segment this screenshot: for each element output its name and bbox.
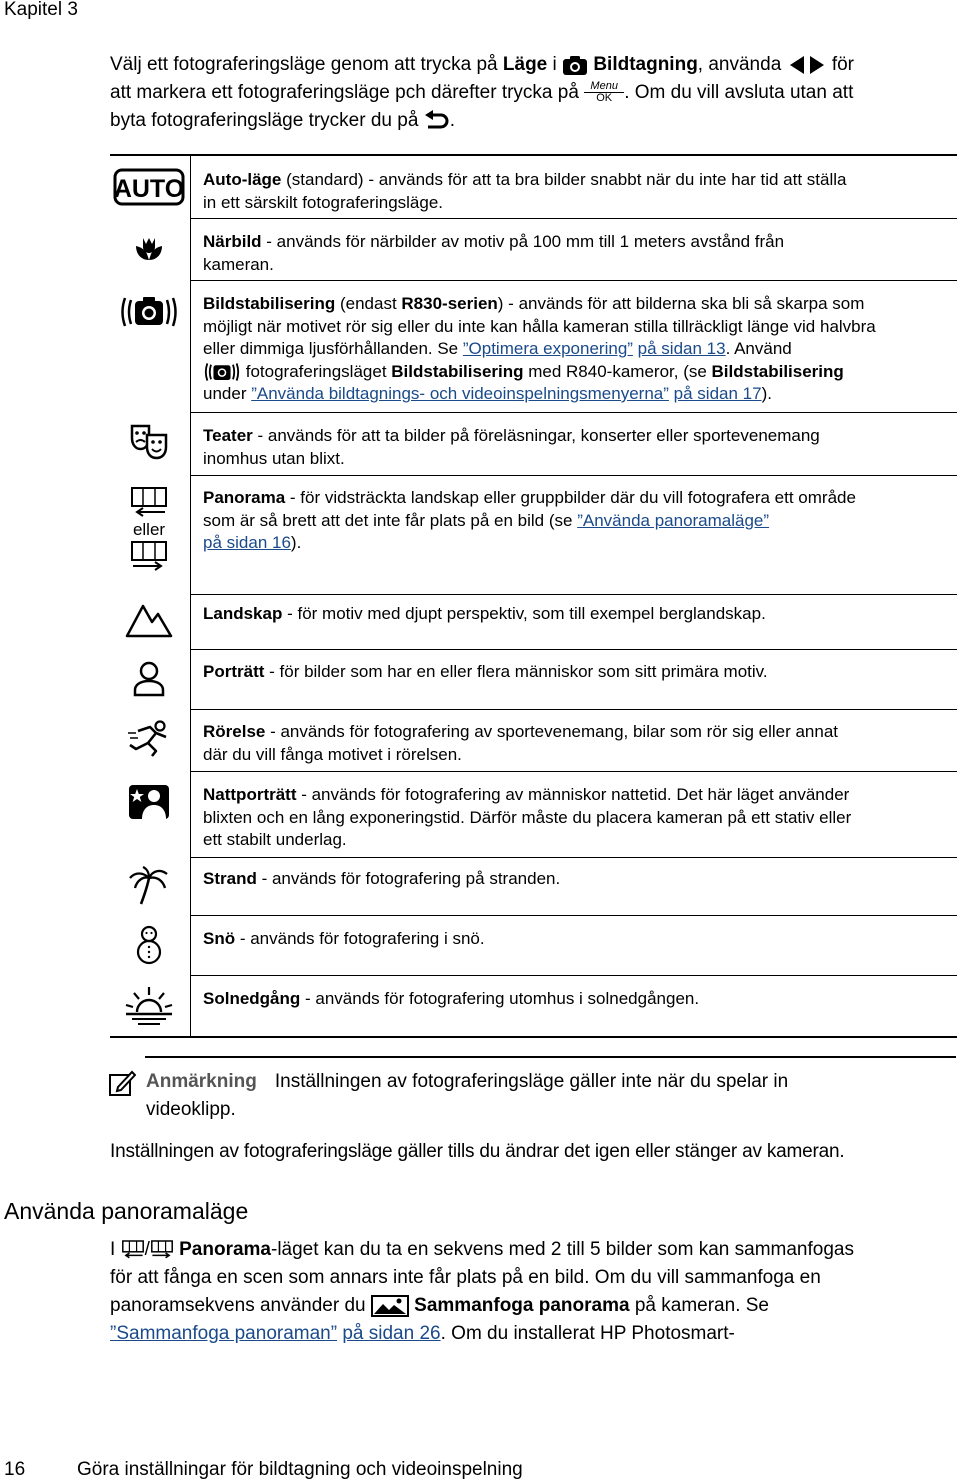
sunset-mode-description: Solnedgång - används för fotografering utomhus i solnedgången. [203, 989, 700, 1008]
stabilization-icon [203, 361, 241, 383]
left-right-arrows-icon [787, 54, 827, 76]
link-anvanda-panoramalage[interactable]: ”Använda panoramaläge” [577, 510, 770, 530]
note-pencil-icon [108, 1069, 136, 1097]
row-divider [190, 709, 957, 710]
footer-title: Göra inställningar för bildtagning och videoinspelning [77, 1459, 523, 1480]
theatre-mode-description: Teater - används för att ta bilder på föreläsningar, konserter eller sportevenemang inomhus utan blixt. [203, 426, 820, 468]
camera-icon [562, 54, 588, 76]
sunset-icon [124, 984, 174, 1026]
row-divider [190, 280, 957, 281]
note-rule [145, 1056, 956, 1058]
palm-tree-icon [127, 866, 171, 906]
night-mode-description: Nattporträtt - används för fotografering av människor nattetid. Det här läget använder blixten och en lång exponeringstid. Därför måste du placera kameran på ett stativ eller ett stabilt underlag. [203, 785, 852, 849]
after-note-paragraph: Inställningen av fotograferingsläge gäller tills du ändrar det igen eller stänger av kameran. [110, 1141, 845, 1162]
action-runner-icon [126, 719, 172, 759]
link-anvanda-menyerna[interactable]: ”Använda bildtagnings- och videoinspelningsmenyerna” [251, 384, 669, 404]
snowman-icon [132, 925, 166, 965]
row-divider [190, 915, 957, 916]
row-divider [190, 594, 957, 595]
panorama-mode-description: Panorama - för vidsträckta landskap eller gruppbilder där du vill fotografera ett område som är så brett att det inte får plats på en bild (se ”Använda panoramaläge” på sidan 16). [203, 488, 856, 552]
closeup-mode-icon-cell [112, 232, 186, 266]
menu-ok-icon: Menu OK [584, 81, 624, 104]
row-divider [190, 218, 957, 219]
row-divider [190, 475, 957, 476]
panorama-left-icon [129, 486, 169, 520]
chapter-label: Kapitel 3 [4, 0, 78, 20]
stabilization-mode-description: Bildstabilisering (endast R830-serien) - används för att bilderna ska bli så skarpa som möjligt när motivet rör sig eller du inte kan hålla kameran stilla tillräckligt länge vid halvbra eller dimmiga ljusförhållanden. Se ”Optimera exponering” på sidan 13. Använd fotograferingsläget Bildstabilisering med R840-kameror, (se Bildstabilisering under ”Använda bildtagnings- och videoinspelningsmenyerna” på sidan 17). [203, 294, 876, 404]
portrait-icon [129, 660, 169, 698]
night-mode-icon-cell [112, 783, 186, 821]
action-mode-description: Rörelse - används för fotografering av sportevenemang, bilar som rör sig eller annat där du vill fånga motivet i rörelsen. [203, 722, 839, 764]
intro-paragraph: Välj ett fotograferingsläge genom att trycka på Läge i Bildtagning, använda för att markera ett fotograferingsläge pch därefter trycka på Menu OK . Om du vill avsluta utan att byta fotograferingsläge trycker du på . [110, 54, 855, 131]
landscape-mode-description: Landskap - för motiv med djupt perspektiv, som till exempel berglandskap. [203, 604, 766, 623]
section-paragraph: I / Panorama-läget kan du ta en sekvens med 2 till 5 bilder som kan sammanfogas för att fånga en scen som annars inte får plats på en bild. Om du vill sammanfoga en panoramsekvens använder du Sammanfoga panorama på kameran. Se ”Sammanfoga panoraman” på sidan 26. Om du installerat HP Photosmart- [110, 1239, 854, 1344]
beach-mode-icon-cell [112, 866, 186, 906]
panorama-mode-icon-cell [112, 486, 186, 574]
section-heading: Använda panoramaläge [4, 1198, 249, 1224]
theatre-masks-icon [129, 423, 169, 461]
landscape-mode-icon-cell [112, 602, 186, 638]
closeup-mode-description: Närbild - används för närbilder av motiv på 100 mm till 1 meters avstånd från kameran. [203, 232, 785, 274]
link-page-17[interactable]: på sidan 17 [673, 384, 762, 404]
auto-icon [113, 168, 185, 206]
portrait-mode-icon-cell [112, 660, 186, 698]
table-column-divider [190, 156, 191, 1036]
page-number: 16 [4, 1459, 26, 1480]
panorama-right-icon [129, 540, 169, 574]
row-divider [190, 649, 957, 650]
row-divider [190, 771, 957, 772]
link-sammanfoga-panoraman[interactable]: ”Sammanfoga panoraman” [110, 1323, 338, 1344]
row-divider [190, 975, 957, 976]
snow-mode-icon-cell [112, 925, 186, 965]
link-page-26[interactable]: på sidan 26 [342, 1323, 441, 1344]
row-divider [190, 857, 957, 858]
panorama-left-icon [121, 1239, 145, 1261]
theatre-mode-icon-cell [112, 423, 186, 461]
stitch-panorama-icon [371, 1295, 409, 1317]
auto-mode-description: Auto-läge (standard) - används för att ta bra bilder snabbt när du inte har tid att ställa in ett särskilt fotograferingsläge. [203, 170, 847, 212]
night-portrait-icon [127, 783, 171, 821]
table-top-rule [110, 154, 957, 156]
link-page-13[interactable]: på sidan 13 [637, 339, 726, 358]
back-arrow-icon [424, 110, 450, 132]
portrait-mode-description: Porträtt - för bilder som har en eller flera människor som sitt primära motiv. [203, 662, 768, 681]
panorama-or-label: eller [132, 520, 166, 539]
note-label: Anmärkning [146, 1071, 257, 1092]
stabilization-icon [119, 294, 179, 330]
panorama-right-icon [150, 1239, 174, 1261]
link-page-16[interactable]: på sidan 16 [203, 533, 291, 552]
beach-mode-description: Strand - används för fotografering på stranden. [203, 869, 561, 888]
sunset-mode-icon-cell [112, 984, 186, 1026]
stabilization-mode-icon-cell [112, 294, 186, 330]
macro-flower-icon [132, 232, 166, 266]
svg-text:AUTO: AUTO [113, 175, 185, 203]
note-block: Anmärkning Inställningen av fotograferingsläge gäller inte när du spelar in videoklipp. [146, 1071, 789, 1120]
snow-mode-description: Snö - används för fotografering i snö. [203, 929, 485, 948]
mountain-icon [125, 602, 173, 638]
auto-mode-icon-cell [112, 168, 186, 206]
link-optimera-exponering[interactable]: ”Optimera exponering” [462, 339, 633, 358]
row-divider [190, 412, 957, 413]
table-bottom-rule [110, 1036, 957, 1038]
action-mode-icon-cell [112, 719, 186, 759]
